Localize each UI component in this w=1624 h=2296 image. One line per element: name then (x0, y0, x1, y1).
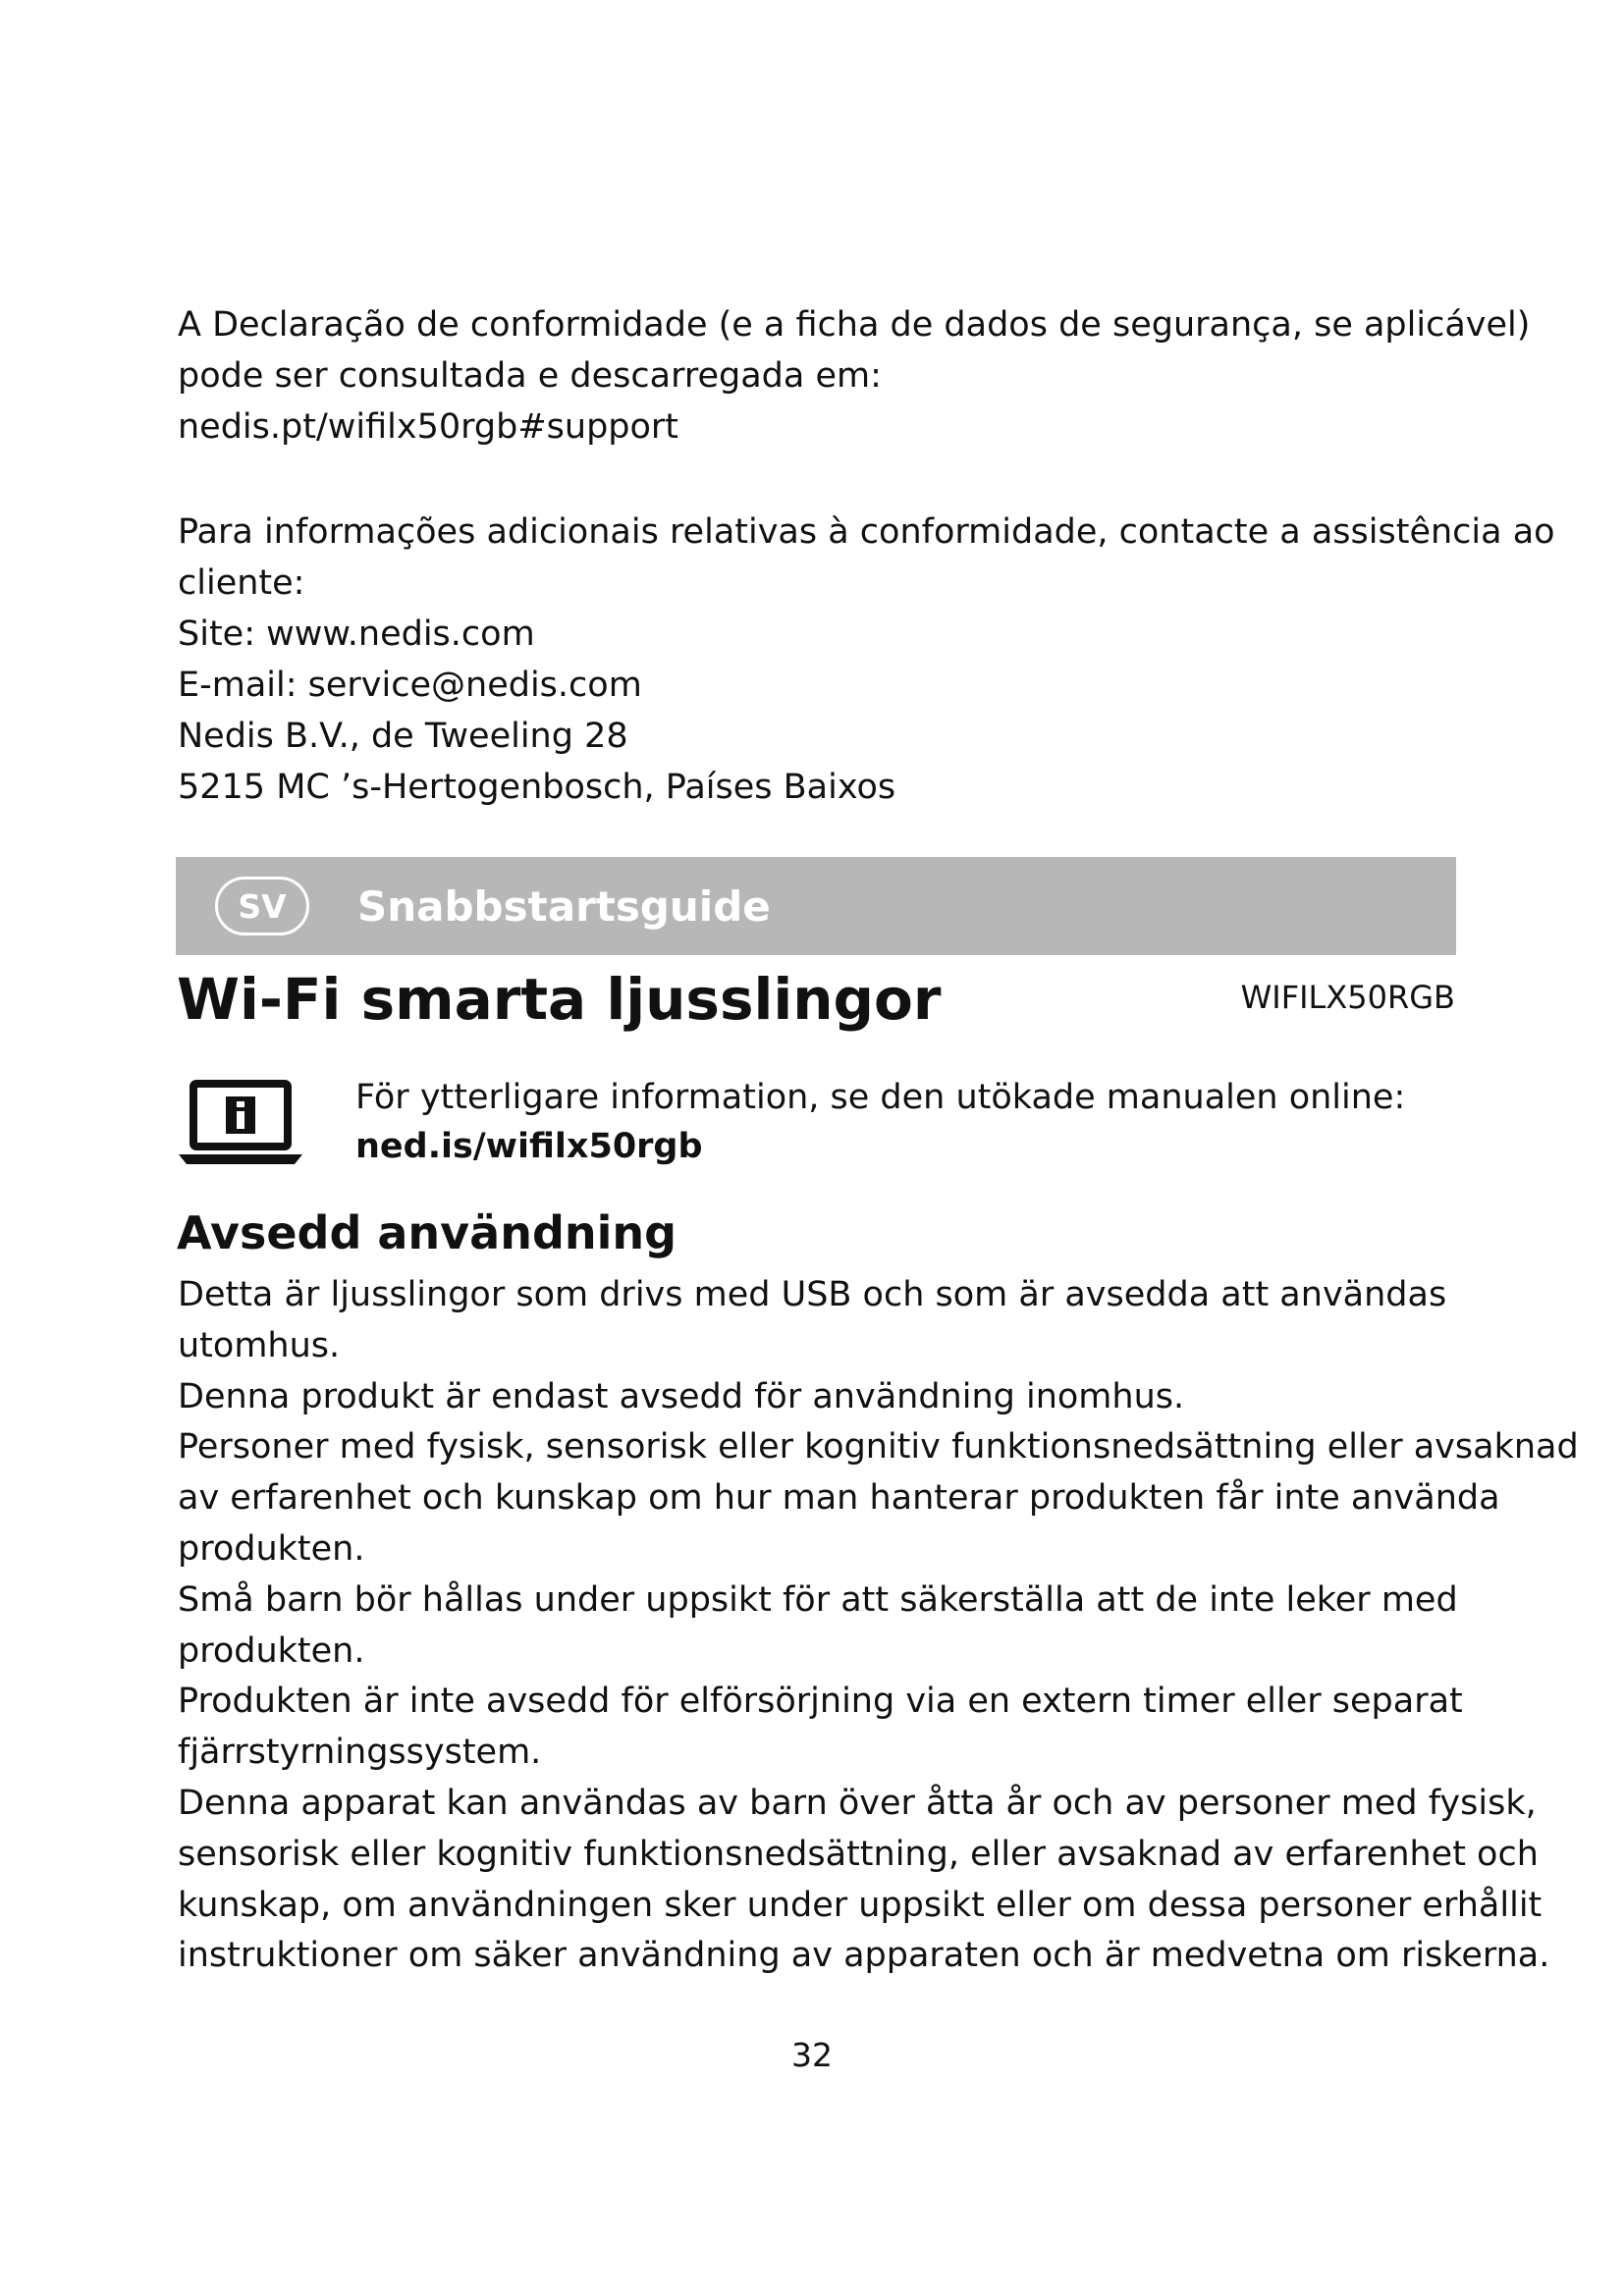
support-link[interactable]: nedis.pt/wifilx50rgb#support (178, 407, 679, 447)
text-line: produkten. (178, 1528, 365, 1569)
pt-declaration-paragraph (178, 299, 1531, 453)
text-line: Personer med fysisk, sensorisk eller kognitiv funktionsnedsättning eller avsaknad (178, 1427, 1579, 1468)
laptop-info-icon (177, 1080, 304, 1168)
banner-title: Snabbstartsguide (357, 882, 771, 931)
text-line: pode ser consultada e descarregada em: (178, 356, 882, 396)
text-line: produkten. (178, 1630, 365, 1671)
text-line: Denna produkt är endast avsedd för användning inomhus. (178, 1376, 1185, 1416)
website-line[interactable]: Site: www.nedis.com (178, 614, 535, 654)
text-line: A Declaração de conformidade (e a ficha de dados de segurança, se aplicável) (178, 305, 1531, 345)
address-line: 5215 MC ’s-Hertogenbosch, Países Baixos (178, 768, 896, 807)
manual-link[interactable]: ned.is/wifilx50rgb (355, 1127, 703, 1166)
text-line: utomhus. (178, 1325, 341, 1365)
text-line: Detta är ljusslingor som drivs med USB och som är avsedda att användas (178, 1275, 1447, 1314)
text-line: Produkten är inte avsedd för elförsörjning via en extern timer eller separat (178, 1682, 1463, 1722)
text-line: instruktioner om säker användning av apparaten och är medvetna om riskerna. (178, 1936, 1550, 1976)
model-number: WIFILX50RGB (1240, 979, 1455, 1016)
address-line: Nedis B.V., de Tweeling 28 (178, 717, 628, 756)
text-line: cliente: (178, 563, 305, 603)
text-line: kunskap, om användningen sker under uppsikt eller om dessa personer erhållit (178, 1885, 1543, 1925)
language-badge: SV (215, 877, 309, 935)
page-number: 32 (791, 2036, 833, 2074)
email-line[interactable]: E-mail: service@nedis.com (178, 666, 642, 705)
product-title: Wi-Fi smarta ljusslingor (177, 966, 942, 1033)
section-heading-intended-use: Avsedd användning (177, 1206, 677, 1259)
text-line: Denna apparat kan användas av barn över åtta år och av personer med fysisk, (178, 1783, 1537, 1823)
text-line: fjärrstyrningssystem. (178, 1733, 542, 1773)
pt-contact-paragraph (178, 507, 1555, 813)
manual-notice (355, 1073, 1405, 1171)
text-line: Para informações adicionais relativas à conformidade, contacte a assistência ao (178, 512, 1555, 552)
text-line: sensorisk eller kognitiv funktionsnedsättning, eller avsaknad av erfarenhet och (178, 1834, 1539, 1874)
intended-use-paragraph (178, 1270, 1579, 1982)
language-section-banner (176, 857, 1456, 955)
text-line: Små barn bör hållas under uppsikt för att säkerställa att de inte leker med (178, 1579, 1458, 1620)
manual-notice-text: För ytterligare information, se den utökade manualen online: (355, 1078, 1406, 1117)
text-line: av erfarenhet och kunskap om hur man hanterar produkten får inte använda (178, 1478, 1500, 1519)
